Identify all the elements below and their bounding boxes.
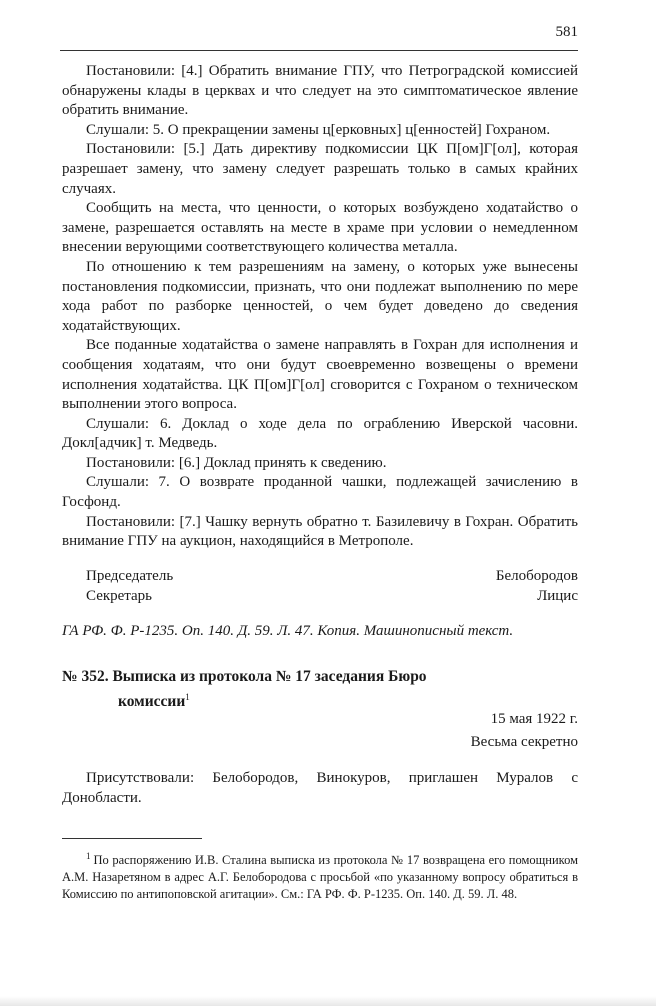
- paragraph-existing-permissions: По отношению к тем разрешениям на замену, о которых уже вынесены постановления подкомиссии, признать, что они подлежат выполнению по мере хода работ по разборке ценностей, о чем будет доведено до сведения ходатайствующих.: [62, 258, 578, 334]
- paragraph-heard-7: Слушали: 7. О возврате проданной чашки, подлежащей зачислению в Госфонд.: [62, 474, 578, 511]
- secretary-name: Лицис: [537, 587, 578, 604]
- page-number: 581: [555, 24, 578, 40]
- document-heading-line1: № 352. Выписка из протокола № 17 заседания Бюро: [62, 668, 427, 685]
- signature-block: [86, 567, 578, 606]
- chair-role: Председатель: [86, 568, 174, 584]
- paragraph-decision-6: Постановили: [6.] Доклад принять к сведению.: [86, 454, 387, 471]
- scan-edge: [0, 996, 656, 1006]
- footnote: [62, 848, 578, 903]
- paragraph-petitions: Все поданные ходатайства о замене направлять в Гохран для исполнения и сообщения ходатаям, что они будут своевременно возвещены о времени исполнения ходатайства. ЦК П[ом]Г[ол] сговорится с Гохраном о техническом выполнении этого вопроса.: [62, 337, 578, 413]
- document-heading: [62, 666, 578, 712]
- secretary-role: Секретарь: [86, 587, 153, 604]
- classification-label: Весьма секретно: [470, 734, 578, 750]
- footnote-text: По распоряжению И.В. Сталина выписка из протокола № 17 возвращена его помощником А.М. Назаретяном в адрес А.Г. Белобородова с просьбой «по указанному вопросу обратиться в Комиссию по антипоповской агитации». См.: ГА РФ. Ф. Р-1235. Оп. 140. Д. 59. Л. 48.: [62, 853, 578, 902]
- attendance-paragraph: Присутствовали: Белобородов, Винокуров, приглашен Муралов с Донобласти.: [62, 770, 578, 806]
- chair-name: Белобородов: [495, 568, 578, 584]
- archive-source-note: ГА РФ. Ф. Р-1235. Оп. 140. Д. 59. Л. 47. Копия. Машинописный текст.: [62, 623, 514, 639]
- footnote-rule: [62, 838, 202, 839]
- signature-secretary-row: [86, 587, 578, 607]
- header-rule: [60, 50, 578, 51]
- protocol-body: [62, 62, 578, 552]
- paragraph-decision-7: Постановили: [7.] Чашку вернуть обратно т. Базилевичу в Гохран. Обратить внимание ГПУ на аукцион, находящийся в Метрополе.: [62, 513, 578, 550]
- paragraph-decision-5: Постановили: [5.] Дать директиву подкомиссии ЦК П[ом]Г[ол], которая разрешает замену, что замену следует разрешать только в самых крайних случаях.: [62, 141, 578, 197]
- paragraph-heard-6: Слушали: 6. Доклад о ходе дела по ограблению Иверской часовни. Докл[адчик] т. Медведь.: [62, 415, 578, 452]
- paragraph-decision-4: Постановили: [4.] Обратить внимание ГПУ, что Петроградской комиссией обнаружены клады в церквах и что следует на это симптоматическое явление обратить внимание.: [62, 63, 578, 119]
- paragraph-notify-locally: Сообщить на места, что ценности, о которых возбуждено ходатайство о замене, разрешается оставлять на месте в храме при условии о немедленном внесении верующими соответствующего количества металла.: [62, 200, 578, 256]
- document-heading-line2: комиссии: [118, 693, 186, 711]
- paragraph-heard-5: Слушали: 5. О прекращении замены ц[ерковных] ц[енностей] Гохраном.: [86, 121, 551, 138]
- footnote-mark: 1: [86, 851, 91, 861]
- date-classification-block: [471, 708, 578, 754]
- document-date: 15 мая 1922 г.: [490, 711, 578, 727]
- footnote-reference[interactable]: 1: [185, 692, 190, 702]
- signature-chair-row: [86, 567, 578, 587]
